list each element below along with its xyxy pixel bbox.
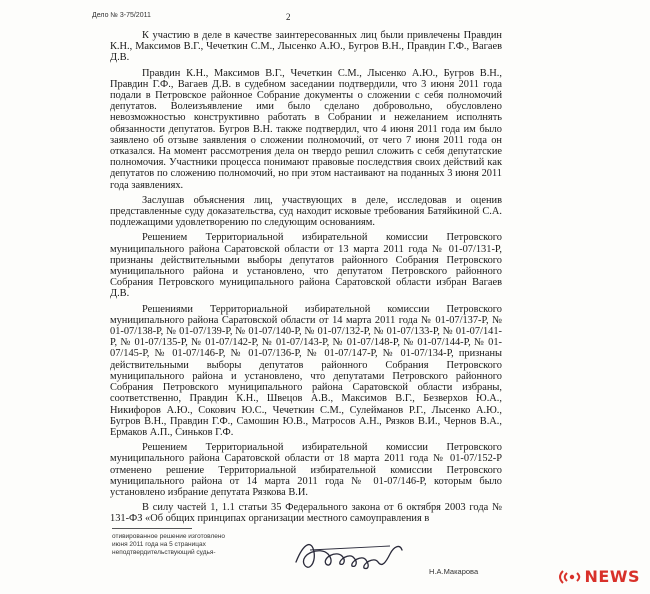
page-number: 2	[286, 12, 291, 22]
paragraph-parties: К участию в деле в качестве заинтересованных лиц были привлечены Правдин К.Н., Максимов В.Г., Чечеткин С.М., Лысенко А.Ю., Бугров В.Н., Правдин Г.Ф., Вагаев Д.В.	[110, 30, 502, 64]
footer-note-line: неподтвердительствующий судья-	[112, 549, 216, 556]
paragraph-decision-18-march: Решением Территориальной избирательной комиссии Петровского муниципального района Саратовской области от 18 марта 2011 года № 01-07/152-Р отменено решение Территориальной избирательной комиссии Петровского муниципального района от 14 марта 2011 года № 01-07/146-Р, которым было установлено избрание депутата Рязкова В.И.	[110, 442, 502, 498]
broadcast-waves-icon	[559, 569, 581, 585]
footer-note-line: отивированное решение изготовлено	[112, 533, 226, 540]
signer-name: Н.А.Макарова	[429, 567, 479, 576]
document-body	[110, 30, 502, 529]
handwritten-signature	[290, 532, 410, 578]
paragraph-court-finding: Заслушав объяснения лиц, участвующих в деле, исследовав и оценив представленные суду доказательства, суд находит исковые требования Батяйкиной С.А. подлежащими удовлетворению по следующим основаниям.	[110, 194, 502, 229]
footer-note	[112, 533, 225, 557]
footer-separator	[112, 528, 192, 529]
case-number: Дело № 3-75/2011	[92, 12, 151, 19]
paragraph-law-reference: В силу частей 1, 1.1 статьи 35 Федерального закона от 6 октября 2003 года № 131-ФЗ «Об общих принципах организации местного самоуправления в	[110, 502, 502, 525]
paragraph-decision-13-march: Решением Территориальной избирательной комиссии Петровского муниципального района Саратовской области от 13 марта 2011 года № 01-07/131-Р, признаны действительными выборы депутатов районного Собрания Петровского муниципального района и установлено, что депутатом Петровского районного Собрания Петровского муниципального района Саратовской области избран Вагаев Д.В.	[110, 232, 502, 300]
news-watermark	[559, 567, 641, 586]
paragraph-decisions-14-march: Решениями Территориальной избирательной комиссии Петровского муниципального района Саратовской области от 14 марта 2011 года № 01-07/137-Р, № 01-07/138-Р, № 01-07/139-Р, № 01-07/140-Р, № 01-07/132-Р, № 01-07/133-Р, № 01-07/141-Р, № 01-07/135-Р, № 01-07/142-Р, № 01-07/143-Р, № 01-07/148-Р, № 01-07/144-Р, № 01-07/145-Р, № 01-07/146-Р, № 01-07/136-Р, № 01-07/147-Р, № 01-07/134-Р, признаны действительными выборы депутатов районного Собрания Петровского муниципального района и установлено, что депутатами Петровского районного Собрания Петровского муниципального района Саратовской области избраны, соответственно, Правдин К.Н., Швецов А.В., Максимов В.Г., Безверхов Ю.А., Никифоров А.Ю., Сокович Ю.С., Чечеткин С.М., Сулейманов Р.Г., Лысенко А.Ю., Бугров В.Н., Правдин Г.Ф., Самошин Ю.В., Матросов А.Н., Рязков В.И., Чернов В.А., Ермаков А.П., Синьков Г.Ф.	[110, 303, 502, 438]
news-label: NEWS	[584, 567, 640, 586]
footer-note-line: июня 2011 года на 5 страницах	[112, 541, 206, 548]
paragraph-testimony: Правдин К.Н., Максимов В.Г., Чечеткин С.М., Лысенко А.Ю., Бугров В.Н., Правдин Г.Ф., Вагаев Д.В. в судебном заседании подтвердили, что 3 июня 2011 года подали в Петровское районное Собрание документы о сложении с себя полномочий депутатов. Волеизъявление ими было сделано добровольно, обусловлено невозможностью конструктивно работать в Собрании и нежеланием исполнять обязанности депутатов. Бугров В.Н. также подтвердил, что 4 июня 2011 года им было заявлено об отзыве заявления о сложении полномочий, от чего 7 июня 2011 года он отказался. На момент рассмотрения дела он твердо решил сложить с себя депутатские полномочия. Участники процесса понимают правовые последствия своих действий как депутатов по сложению полномочий, но при этом настаивают на поданных 3 июня 2011 года заявлениях.	[110, 67, 502, 191]
